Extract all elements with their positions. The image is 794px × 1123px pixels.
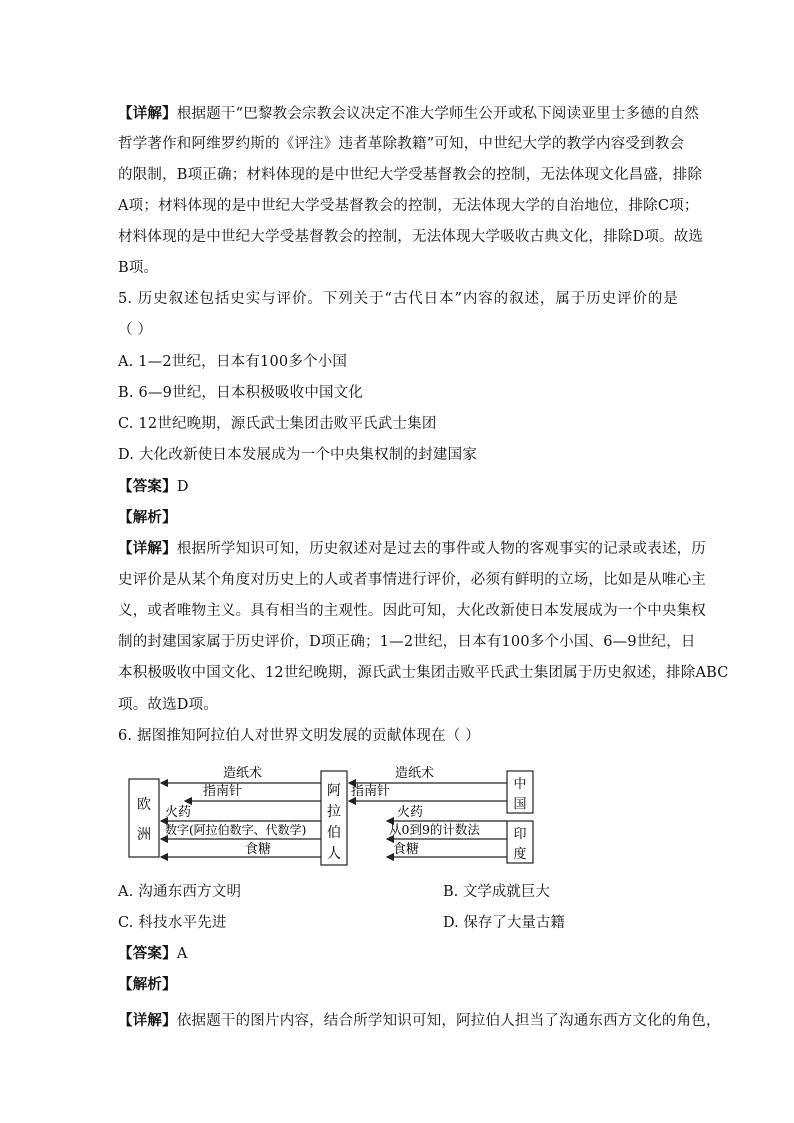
q5-explain-line-6: 项。故选D项。 xyxy=(118,697,219,713)
q5-option-a: A. 1—2世纪，日本有100多个小国 xyxy=(118,354,348,370)
q6-option-c: C. 科技水平先进 xyxy=(118,915,227,931)
left-item-compass: 指南针 xyxy=(203,784,243,799)
europe-label-2: 洲 xyxy=(137,827,151,843)
arab-label-1: 阿 xyxy=(327,783,341,799)
q5-explain-line-2: 史评价是从某个角度对历史上的人或者事情进行评价，必须有鲜明的立场，比如是从唯心主 xyxy=(118,572,706,588)
q6-option-a: A. 沟通东西方文明 xyxy=(118,884,242,900)
right-item-compass: 指南针 xyxy=(351,784,391,799)
q6-answer: 【答案】A xyxy=(118,945,188,962)
q6-analysis-label: 【解析】 xyxy=(118,976,177,993)
right-item-counting: 从0到9的计数法 xyxy=(389,822,480,837)
europe-label-1: 欧 xyxy=(137,797,151,813)
q5-answer: 【答案】D xyxy=(118,478,189,495)
europe-box xyxy=(129,779,159,857)
q5-explain-line-3: 义，或者唯物主义。具有相当的主观性。因此可知，大化改新使日本发展成为一个中央集权 xyxy=(118,603,706,619)
india-label-2: 度 xyxy=(513,847,527,862)
arab-label-4: 人 xyxy=(327,846,341,862)
q4-explain-label: 【详解】 xyxy=(118,105,177,122)
q5-answer-value: D xyxy=(176,479,189,495)
q4-explain-line-6: B项。 xyxy=(118,260,159,276)
q5-option-c: C. 12世纪晚期，源氏武士集团击败平氏武士集团 xyxy=(118,416,437,432)
q5-stem-blank: （ ） xyxy=(118,322,153,338)
q6-answer-value: A xyxy=(176,946,188,962)
q4-explain-line-2: 哲学著作和阿维罗约斯的《评注》违者革除教籍”可知，中世纪大学的教学内容受到教会 xyxy=(118,136,685,152)
q4-explain-line-1: 【详解】根据题干“巴黎教会宗教会议决定不准大学师生公开或私下阅读亚里士多德的自然 xyxy=(118,105,699,122)
q4-explain-line-4: A项；材料体现的是中世纪大学受基督教会的控制，无法体现大学的自治地位，排除C项； xyxy=(118,198,699,214)
q5-explain-line-4: 制的封建国家属于历史评价，D项正确；1—2世纪，日本有100多个小国、6—9世纪，日 xyxy=(118,634,696,650)
q5-explain-line-1: 【详解】根据所学知识可知，历史叙述对是过去的事件或人物的客观事实的记录或表述，历 xyxy=(118,540,707,557)
right-item-gunpowder: 火药 xyxy=(397,805,424,820)
left-item-numerals: 数字(阿拉伯数字、代数学) xyxy=(165,823,307,837)
q5-option-d: D. 大化改新使日本发展成为一个中央集权制的封建国家 xyxy=(118,447,478,463)
q6-stem: 6. 据图推知阿拉伯人对世界文明发展的贡献体现在（ ） xyxy=(118,728,480,744)
left-item-paper: 造纸术 xyxy=(223,766,263,781)
q4-explain-line-3: 的限制，B项正确；材料体现的是中世纪大学受基督教会的控制，无法体现文化昌盛，排除 xyxy=(118,167,703,183)
arab-label-2: 拉 xyxy=(327,804,341,820)
right-item-paper: 造纸术 xyxy=(395,766,435,781)
q6-diagram xyxy=(125,757,545,867)
q5-option-b: B. 6—9世纪，日本积极吸收中国文化 xyxy=(118,385,364,401)
china-label-1: 中 xyxy=(513,777,527,792)
left-item-gunpowder: 火药 xyxy=(165,805,192,820)
q6-explain-line-1: 【详解】依据题干的图片内容，结合所学知识可知，阿拉伯人担当了沟通东西方文化的角色， xyxy=(118,1012,721,1029)
china-label-2: 国 xyxy=(513,797,527,812)
q5-explain-line-5: 本积极吸收中国文化、12世纪晚期，源氏武士集团击败平氏武士集团属于历史叙述，排除ABC xyxy=(118,665,729,681)
left-item-sugar: 食糖 xyxy=(245,842,272,857)
right-item-sugar: 食糖 xyxy=(393,842,420,857)
q6-option-d: D. 保存了大量古籍 xyxy=(443,915,565,931)
q5-stem: 5. 历史叙述包括史实与评价。下列关于“古代日本”内容的叙述，属于历史评价的是 xyxy=(118,291,678,307)
q4-explain-line-5: 材料体现的是中世纪大学受基督教会的控制，无法体现大学吸收古典文化，排除D项。故选 xyxy=(118,229,704,245)
india-label-1: 印 xyxy=(513,827,527,842)
q6-option-b: B. 文学成就巨大 xyxy=(443,884,550,900)
arab-label-3: 伯 xyxy=(327,825,341,841)
q5-analysis-label: 【解析】 xyxy=(118,509,177,526)
